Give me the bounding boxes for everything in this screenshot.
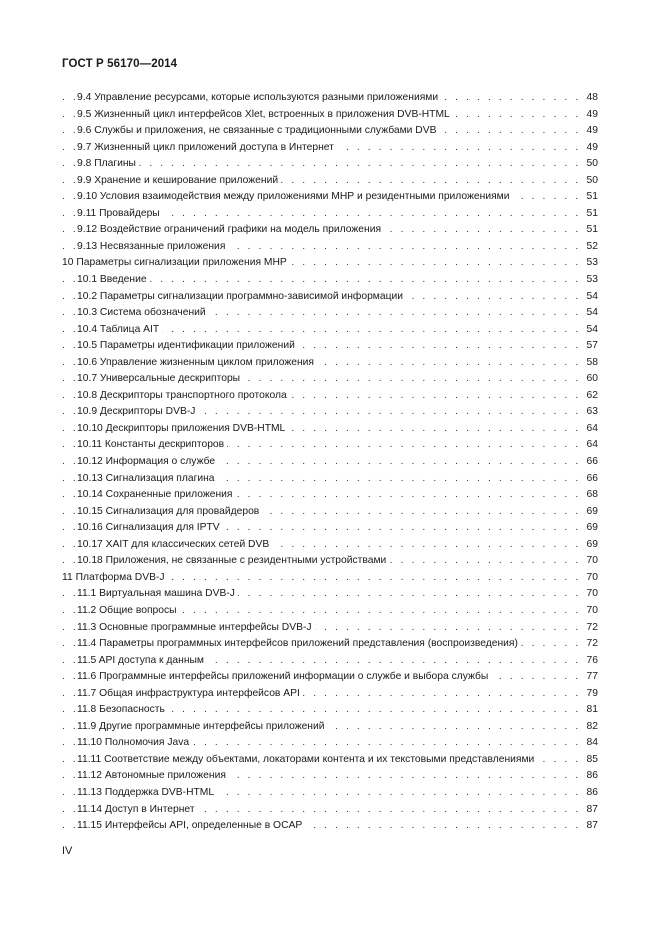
toc-entry-title: Полномочия Java bbox=[104, 737, 190, 749]
toc-entry-number: 10.3 bbox=[77, 307, 98, 319]
toc-entry-page: 70 bbox=[583, 553, 598, 570]
toc-entry-title: Поддержка DVB-HTML bbox=[104, 786, 215, 798]
toc-entry-text bbox=[77, 322, 162, 339]
toc-entry-title: Другие программные интерфейсы приложений bbox=[99, 720, 325, 732]
toc-entry-title: Дескрипторы транспортного протокола bbox=[99, 389, 287, 401]
toc-entry-text bbox=[77, 818, 305, 835]
toc-entry-text bbox=[77, 537, 272, 554]
toc-entry bbox=[62, 421, 598, 438]
toc-entry bbox=[62, 437, 598, 454]
toc-entry-number: 9.9 bbox=[77, 174, 92, 186]
toc-entry bbox=[62, 802, 598, 819]
toc-entry bbox=[62, 355, 598, 372]
toc-entry-text bbox=[77, 371, 243, 388]
toc-entry-page: 60 bbox=[583, 371, 598, 388]
toc-entry bbox=[62, 305, 598, 322]
toc-entry-number: 9.4 bbox=[77, 92, 92, 103]
page-number: IV bbox=[62, 845, 73, 857]
toc-entry-number: 11.4 bbox=[77, 638, 97, 650]
toc-entry-number: 10.12 bbox=[77, 456, 103, 468]
toc-entry-text bbox=[77, 768, 229, 785]
toc-entry-page: 52 bbox=[583, 239, 598, 256]
toc-entry-title: Службы и приложения, не связанные с традиционными службами DVB bbox=[94, 125, 437, 137]
toc-entry bbox=[62, 520, 598, 537]
toc-entry bbox=[62, 90, 598, 107]
toc-entry-text bbox=[77, 636, 521, 653]
table-of-contents bbox=[62, 90, 598, 835]
toc-entry-number: 10.16 bbox=[77, 522, 103, 534]
toc-entry-number: 10.9 bbox=[77, 406, 98, 418]
toc-entry bbox=[62, 785, 598, 802]
toc-entry-page: 87 bbox=[583, 818, 598, 835]
toc-entry-page: 53 bbox=[583, 272, 598, 289]
toc-entry-text bbox=[77, 156, 139, 173]
toc-entry-title: Сохраненные приложения bbox=[105, 489, 233, 501]
toc-entry-number: 11.11 bbox=[77, 753, 102, 765]
toc-entry bbox=[62, 322, 598, 339]
toc-entry bbox=[62, 239, 598, 256]
toc-entry-title: Дескрипторы DVB-J bbox=[99, 406, 196, 418]
toc-entry-number: 11.3 bbox=[77, 621, 97, 633]
toc-entry-text bbox=[77, 586, 238, 603]
toc-entry-page: 48 bbox=[583, 90, 598, 107]
toc-entry bbox=[62, 603, 598, 620]
toc-entry-number: 9.6 bbox=[77, 125, 92, 137]
toc-entry-page: 51 bbox=[583, 189, 598, 206]
toc-entry-text bbox=[77, 471, 218, 488]
toc-entry-page: 81 bbox=[583, 702, 598, 719]
toc-entry-number: 9.10 bbox=[77, 191, 98, 203]
toc-entry bbox=[62, 206, 598, 223]
toc-entry-title: Воздействие ограничений графики на модель приложения bbox=[99, 224, 382, 236]
toc-entry-page: 69 bbox=[583, 537, 598, 554]
toc-entry-page: 86 bbox=[583, 768, 598, 785]
toc-entry-title: Приложения, не связанные с резидентными устройствами bbox=[105, 555, 387, 567]
toc-entry-number: 9.8 bbox=[77, 158, 92, 170]
toc-entry-text bbox=[77, 123, 439, 140]
toc-entry bbox=[62, 487, 598, 504]
toc-entry bbox=[62, 752, 598, 769]
toc-entry-number: 11.9 bbox=[77, 720, 97, 732]
toc-entry-title: Виртуальная машина DVB-J bbox=[99, 588, 235, 600]
toc-entry-title: Параметры программных интерфейсов приложений представления (воспроизведения) bbox=[99, 638, 518, 650]
toc-entry-title: Константы дескрипторов bbox=[104, 439, 225, 451]
toc-entry-title: Интерфейсы API, определенные в OCAP bbox=[104, 820, 303, 832]
toc-entry bbox=[62, 686, 598, 703]
toc-entry-title: Сигнализация плагина bbox=[105, 472, 215, 484]
toc-entry-text bbox=[62, 255, 290, 272]
toc-entry-page: 49 bbox=[583, 107, 598, 124]
toc-entry-page: 49 bbox=[583, 140, 598, 157]
toc-entry-number: 9.12 bbox=[77, 224, 98, 236]
toc-entry-page: 72 bbox=[583, 620, 598, 637]
toc-entry-text bbox=[77, 338, 298, 355]
toc-entry bbox=[62, 702, 598, 719]
toc-entry-title: Параметры идентификации приложений bbox=[99, 340, 295, 352]
toc-entry bbox=[62, 388, 598, 405]
toc-entry-text bbox=[77, 173, 281, 190]
toc-entry-page: 58 bbox=[583, 355, 598, 372]
toc-entry-number: 10.1 bbox=[77, 274, 98, 286]
toc-entry bbox=[62, 620, 598, 637]
toc-entry-number: 10.2 bbox=[77, 290, 98, 302]
toc-entry-text bbox=[77, 785, 217, 802]
toc-entry-title: Автономные приложения bbox=[104, 770, 226, 782]
toc-entry bbox=[62, 173, 598, 190]
toc-entry bbox=[62, 768, 598, 785]
toc-entry-text bbox=[77, 239, 228, 256]
toc-entry bbox=[62, 553, 598, 570]
toc-entry-number: 11.6 bbox=[77, 671, 97, 683]
toc-entry bbox=[62, 123, 598, 140]
toc-entry-text bbox=[77, 206, 163, 223]
toc-entry-title: Информация о службе bbox=[105, 456, 216, 468]
toc-entry bbox=[62, 653, 598, 670]
toc-entry-page: 66 bbox=[583, 471, 598, 488]
toc-entry-title: Несвязанные приложения bbox=[99, 240, 226, 252]
toc-entry-title: API доступа к данным bbox=[98, 654, 205, 666]
toc-entry-page: 82 bbox=[583, 719, 598, 736]
toc-entry-number: 11.13 bbox=[77, 786, 103, 798]
toc-entry-page: 69 bbox=[583, 504, 598, 521]
toc-entry-title: Плагины bbox=[94, 158, 136, 170]
toc-entry-text bbox=[77, 504, 262, 521]
toc-entry-page: 64 bbox=[583, 421, 598, 438]
toc-entry-title: Введение bbox=[99, 274, 147, 286]
toc-entry-text bbox=[77, 272, 150, 289]
toc-entry-number: 10.11 bbox=[77, 439, 103, 451]
toc-entry-page: 72 bbox=[583, 636, 598, 653]
toc-entry-page: 70 bbox=[583, 570, 598, 587]
toc-entry-title: Параметры сигнализации программно-зависимой информации bbox=[99, 290, 404, 302]
toc-entry-text bbox=[77, 686, 303, 703]
toc-entry-title: Управление ресурсами, которые используются разными приложениями bbox=[94, 92, 439, 103]
toc-entry-number: 11.15 bbox=[77, 820, 103, 832]
toc-entry-title: Сигнализация для IPTV bbox=[105, 522, 220, 534]
toc-entry-text bbox=[77, 487, 236, 504]
toc-entry-page: 79 bbox=[583, 686, 598, 703]
toc-entry-page: 50 bbox=[583, 156, 598, 173]
toc-entry-text bbox=[77, 388, 290, 405]
toc-entry-text bbox=[77, 620, 315, 637]
toc-entry bbox=[62, 255, 598, 272]
toc-entry-title: Доступ в Интернет bbox=[104, 803, 195, 815]
toc-entry-text bbox=[77, 454, 218, 471]
toc-entry-title: Платформа DVB-J bbox=[75, 571, 165, 583]
toc-entry bbox=[62, 586, 598, 603]
toc-entry-title: Универсальные дескрипторы bbox=[99, 373, 241, 385]
toc-entry-title: Основные программные интерфейсы DVB-J bbox=[99, 621, 312, 633]
toc-entry-text bbox=[77, 603, 180, 620]
toc-entry bbox=[62, 272, 598, 289]
toc-entry-page: 62 bbox=[583, 388, 598, 405]
toc-entry-text bbox=[77, 90, 441, 107]
toc-entry-title: Система обозначений bbox=[99, 307, 206, 319]
toc-entry-title: Таблица AIT bbox=[99, 323, 160, 335]
toc-entry-text bbox=[77, 735, 192, 752]
toc-entry-text bbox=[77, 702, 168, 719]
toc-entry-title: XAIT для классических сетей DVB bbox=[105, 538, 270, 550]
toc-entry-page: 76 bbox=[583, 653, 598, 670]
toc-entry-text bbox=[77, 189, 513, 206]
toc-entry-page: 77 bbox=[583, 669, 598, 686]
toc-entry-number: 10.4 bbox=[77, 323, 98, 335]
toc-entry bbox=[62, 669, 598, 686]
toc-entry-text bbox=[62, 570, 168, 587]
toc-entry-page: 53 bbox=[583, 255, 598, 272]
toc-entry-number: 10.14 bbox=[77, 489, 103, 501]
toc-entry bbox=[62, 471, 598, 488]
toc-entry-number: 11.7 bbox=[77, 687, 97, 699]
toc-entry-number: 11 bbox=[62, 571, 73, 583]
document-header: ГОСТ Р 56170—2014 bbox=[62, 58, 178, 70]
toc-entry bbox=[62, 454, 598, 471]
toc-entry-page: 84 bbox=[583, 735, 598, 752]
toc-entry-page: 51 bbox=[583, 222, 598, 239]
toc-entry bbox=[62, 156, 598, 173]
toc-entry-title: Программные интерфейсы приложений информации о службе и выбора службы bbox=[99, 671, 489, 683]
toc-entry bbox=[62, 818, 598, 835]
toc-entry-number: 10.5 bbox=[77, 340, 98, 352]
toc-entry-title: Провайдеры bbox=[99, 207, 160, 219]
toc-entry-number: 10.8 bbox=[77, 389, 98, 401]
toc-entry-page: 50 bbox=[583, 173, 598, 190]
toc-entry-text bbox=[77, 553, 389, 570]
toc-entry-text bbox=[77, 520, 223, 537]
toc-entry bbox=[62, 537, 598, 554]
toc-entry-text bbox=[77, 752, 537, 769]
toc-entry-text bbox=[77, 107, 453, 124]
toc-entry bbox=[62, 107, 598, 124]
toc-entry-text bbox=[77, 669, 491, 686]
toc-entry-title: Сигнализация для провайдеров bbox=[105, 505, 260, 517]
toc-entry-number: 11.1 bbox=[77, 588, 97, 600]
toc-entry-text bbox=[77, 222, 384, 239]
toc-entry-page: 69 bbox=[583, 520, 598, 537]
toc-entry bbox=[62, 222, 598, 239]
toc-entry-text bbox=[77, 421, 288, 438]
toc-entry-page: 86 bbox=[583, 785, 598, 802]
toc-entry-page: 57 bbox=[583, 338, 598, 355]
toc-entry-page: 64 bbox=[583, 437, 598, 454]
toc-entry-text bbox=[77, 289, 406, 306]
toc-entry-number: 10.6 bbox=[77, 356, 98, 368]
toc-entry bbox=[62, 735, 598, 752]
toc-entry-text bbox=[77, 355, 317, 372]
toc-entry-number: 10.7 bbox=[77, 373, 98, 385]
toc-entry-page: 66 bbox=[583, 454, 598, 471]
toc-entry-page: 54 bbox=[583, 305, 598, 322]
toc-entry-title: Дескрипторы приложения DVB-HTML bbox=[105, 422, 286, 434]
toc-entry-page: 70 bbox=[583, 603, 598, 620]
toc-entry-number: 10.18 bbox=[77, 555, 103, 567]
toc-entry-number: 10.10 bbox=[77, 422, 103, 434]
toc-entry-number: 9.7 bbox=[77, 141, 92, 153]
toc-entry-text bbox=[77, 437, 227, 454]
toc-entry-title: Параметры сигнализации приложения МНР bbox=[76, 257, 287, 269]
toc-entry-number: 11.12 bbox=[77, 770, 103, 782]
toc-entry-title: Хранение и кеширование приложений bbox=[94, 174, 279, 186]
toc-entry-title: Жизненный цикл приложений доступа в Интернет bbox=[94, 141, 334, 153]
toc-entry-number: 11.10 bbox=[77, 737, 103, 749]
toc-entry-text bbox=[77, 719, 328, 736]
toc-entry-text bbox=[77, 140, 337, 157]
toc-entry-title: Соответствие между объектами, локаторами контента и их текстовыми представлениями bbox=[104, 753, 535, 765]
toc-entry-page: 85 bbox=[583, 752, 598, 769]
toc-entry-number: 9.5 bbox=[77, 108, 92, 120]
toc-entry bbox=[62, 719, 598, 736]
dot-leader bbox=[62, 156, 598, 173]
toc-entry-page: 54 bbox=[583, 289, 598, 306]
toc-entry bbox=[62, 371, 598, 388]
toc-entry-number: 11.8 bbox=[77, 704, 97, 716]
toc-entry-page: 87 bbox=[583, 802, 598, 819]
toc-entry-title: Общие вопросы bbox=[99, 604, 177, 616]
toc-entry-number: 11.2 bbox=[77, 604, 97, 616]
toc-entry-number: 11.14 bbox=[77, 803, 103, 815]
toc-entry bbox=[62, 289, 598, 306]
toc-entry-page: 70 bbox=[583, 586, 598, 603]
toc-entry bbox=[62, 140, 598, 157]
toc-entry-text bbox=[77, 404, 198, 421]
toc-entry bbox=[62, 338, 598, 355]
toc-entry-page: 68 bbox=[583, 487, 598, 504]
toc-entry bbox=[62, 636, 598, 653]
toc-entry-number: 9.11 bbox=[77, 207, 97, 219]
toc-entry-page: 63 bbox=[583, 404, 598, 421]
toc-entry-title: Жизненный цикл интерфейсов Xlet, встроенных в приложения DVB-HTML bbox=[94, 108, 450, 120]
toc-entry-title: Безопасность bbox=[99, 704, 165, 716]
toc-entry-number: 9.13 bbox=[77, 240, 98, 252]
toc-entry bbox=[62, 404, 598, 421]
toc-entry-title: Управление жизненным циклом приложения bbox=[99, 356, 314, 368]
toc-entry-title: Условия взаимодействия между приложениями МНР и резидентными приложениями bbox=[99, 191, 510, 203]
toc-entry-number: 11.5 bbox=[77, 654, 97, 666]
toc-entry-number: 10.13 bbox=[77, 472, 103, 484]
toc-entry-text bbox=[77, 305, 209, 322]
toc-entry-title: Общая инфраструктура интерфейсов API bbox=[99, 687, 300, 699]
toc-entry-page: 54 bbox=[583, 322, 598, 339]
toc-entry bbox=[62, 504, 598, 521]
toc-entry-page: 49 bbox=[583, 123, 598, 140]
toc-entry-page: 51 bbox=[583, 206, 598, 223]
toc-entry-text bbox=[77, 653, 207, 670]
toc-entry bbox=[62, 570, 598, 587]
toc-entry bbox=[62, 189, 598, 206]
toc-entry-number: 10.17 bbox=[77, 538, 103, 550]
toc-entry-text bbox=[77, 802, 198, 819]
toc-entry-number: 10 bbox=[62, 257, 74, 269]
toc-entry-number: 10.15 bbox=[77, 505, 103, 517]
